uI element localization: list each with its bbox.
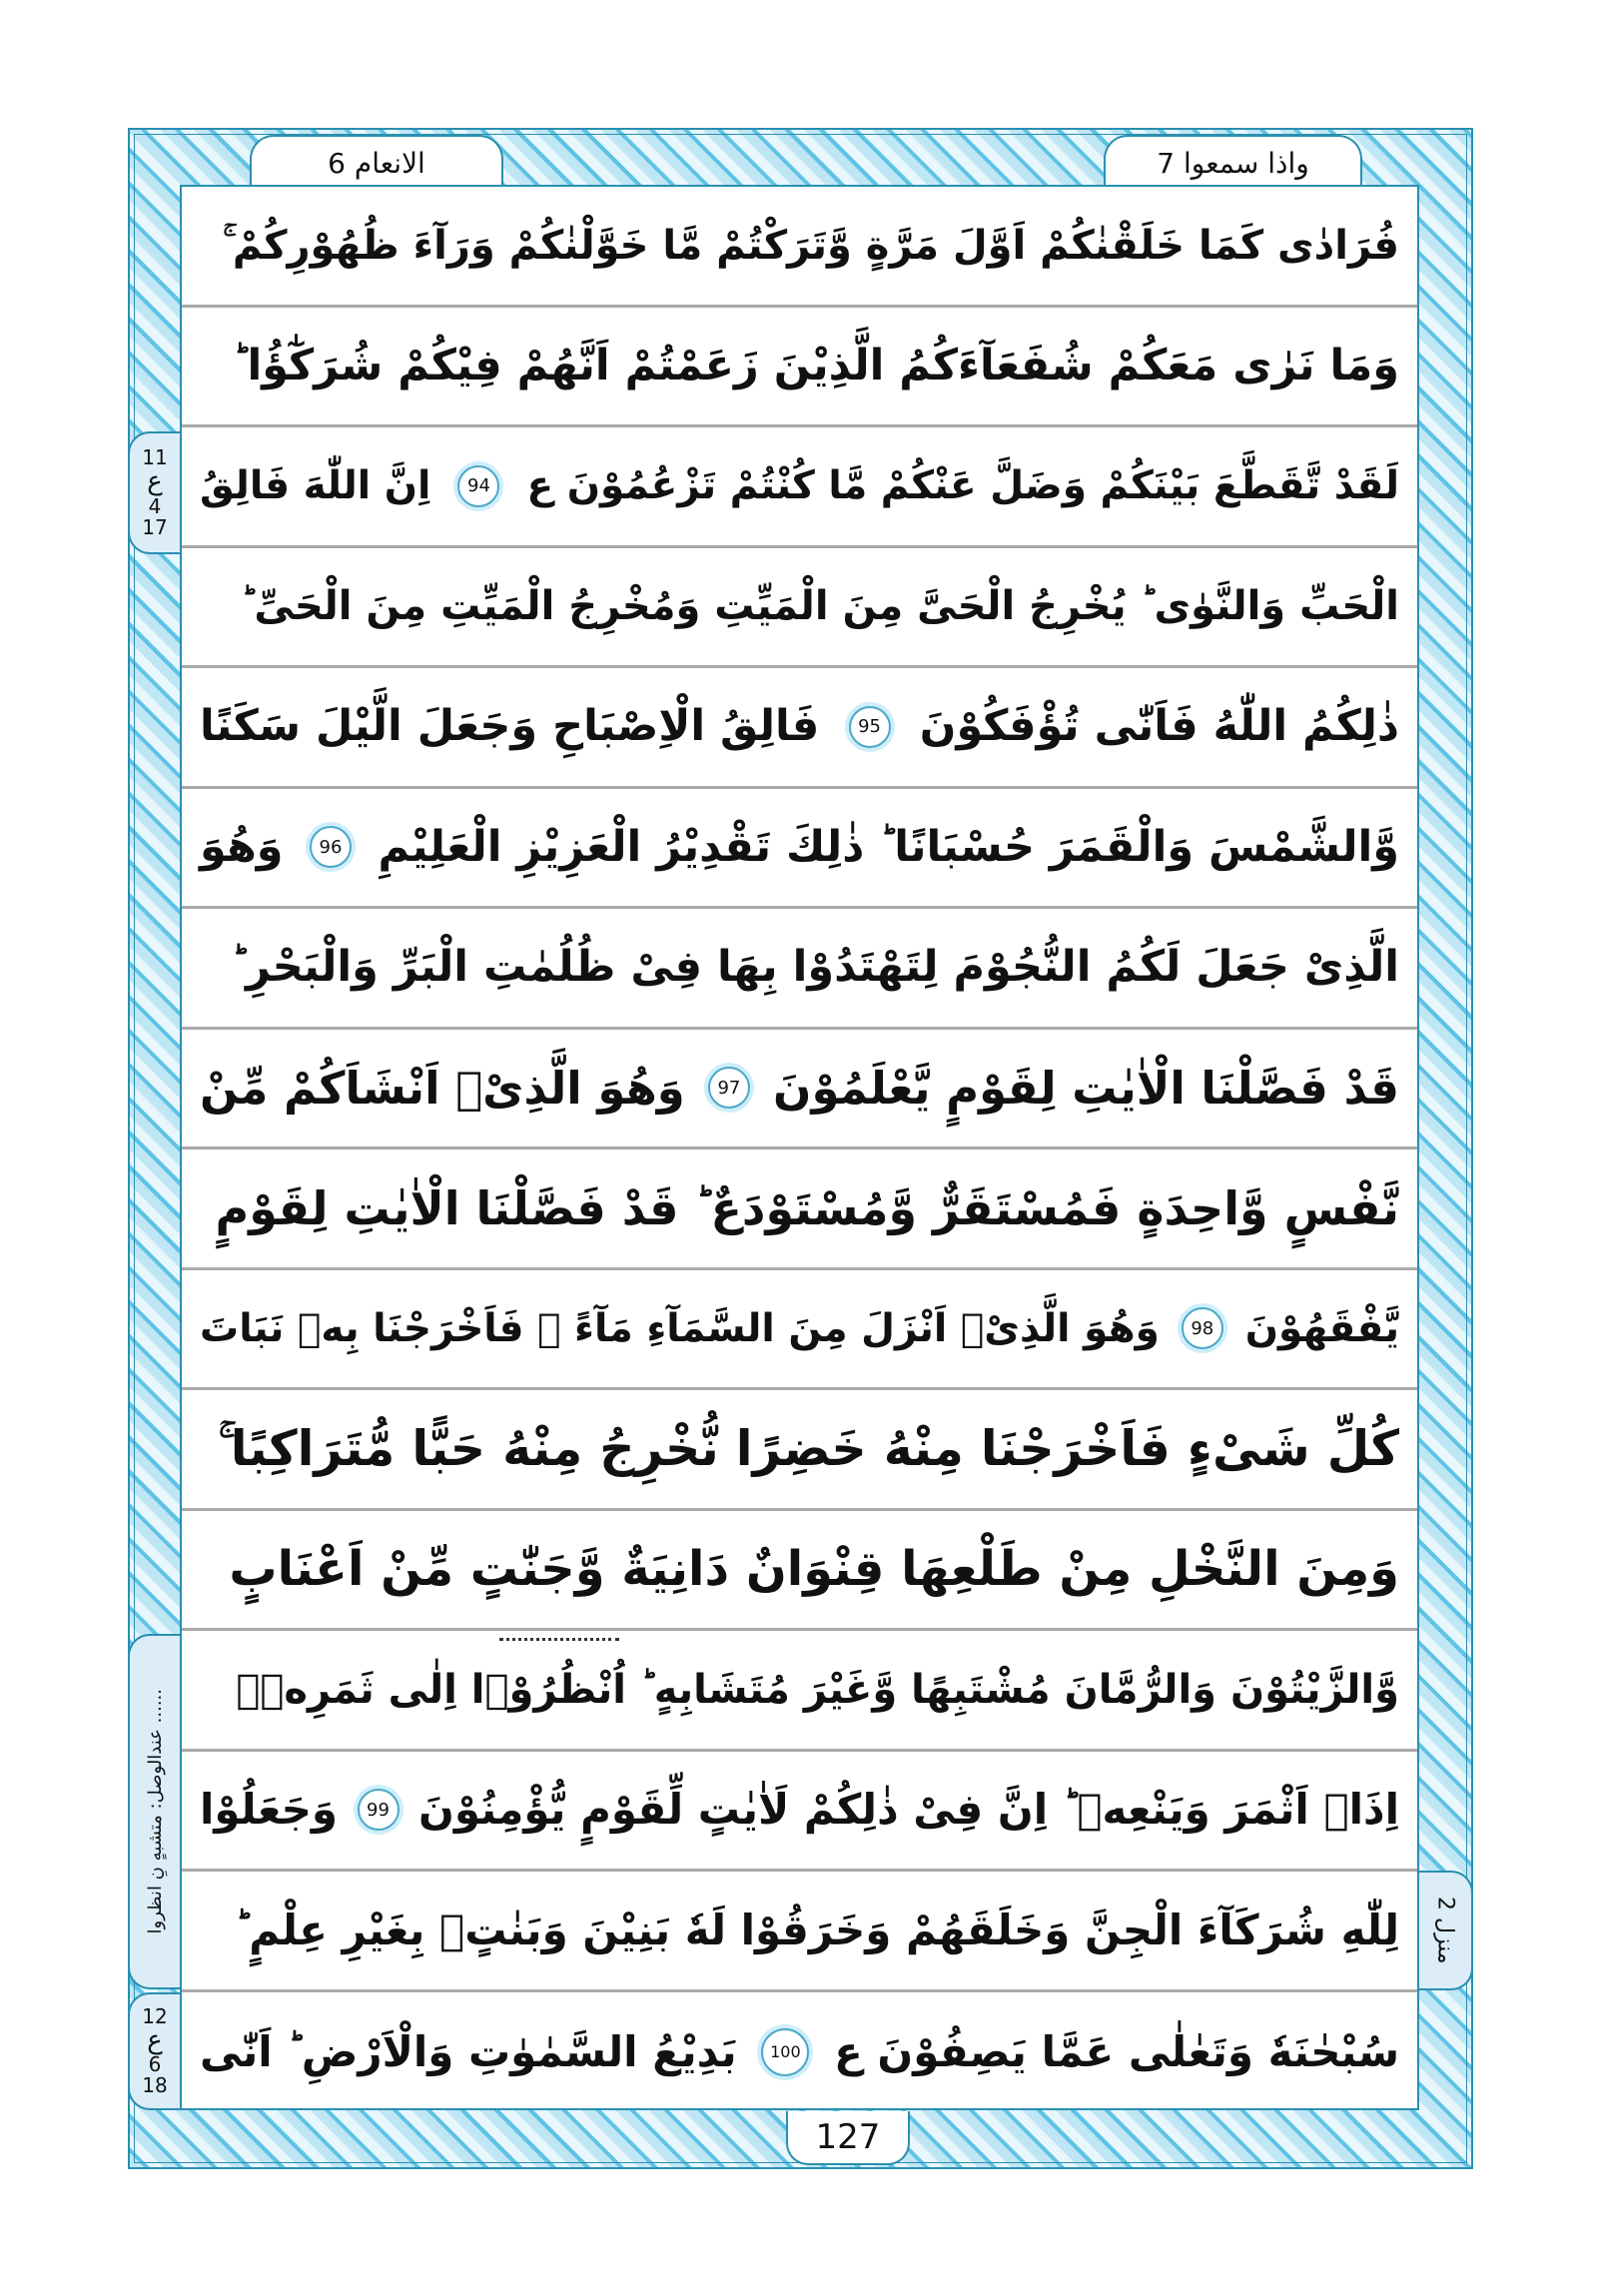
verse-text: وَهُوَ الَّذِیْۤ اَنْشَاَكُمْ مِّنْ	[200, 1061, 685, 1115]
verse-text: لَقَدْ تَّقَطَّعَ بَیْنَكُمْ وَضَلَّ عَنْكُمْ مَّا كُنْتُمْ تَزْعُمُوْنَ ع	[526, 463, 1399, 509]
ayah-number-marker: 97	[708, 1067, 750, 1109]
page-number: 127	[786, 2111, 910, 2165]
ruku-marker-top	[128, 431, 180, 554]
verse-text: ذٰلِكُمُ اللّٰهُ فَاَنّٰی تُؤْفَكُوْنَ	[919, 701, 1399, 752]
ayah-number-marker: 95	[849, 706, 891, 748]
verse-text: الَّذِیْ جَعَلَ لَكُمُ النُّجُوْمَ لِتَهْتَدُوْا بِهَا فِیْ ظُلُمٰتِ الْبَرِّ وَالْبَحْرِ ؕ	[230, 942, 1399, 993]
text-line	[182, 909, 1417, 1030]
ruku-count-a: 11	[142, 445, 168, 470]
verse-text: وَّالشَّمْسَ وَالْقَمَرَ حُسْبَانًا ؕ ذٰلِكَ تَقْدِیْرُ الْعَزِیْزِ الْعَلِیْمِ	[378, 821, 1399, 872]
ruku-sign-icon: ع	[147, 2024, 163, 2055]
verse-text: وَجَعَلُوْا	[200, 1785, 338, 1835]
surah-name-header: الانعام 6	[250, 135, 503, 189]
text-panel	[180, 185, 1419, 2110]
text-line	[182, 1390, 1417, 1511]
text-line	[182, 1992, 1417, 2113]
ayah-number-marker: 100	[761, 2028, 809, 2076]
ruku-marker-bottom	[128, 1992, 180, 2110]
verse-text: وَّالزَّیْتُوْنَ وَالرُّمَّانَ مُشْتَبِهًا وَّغَیْرَ مُتَشَابِهٍ ؕ اُنْظُرُوْۤا اِلٰی ثَمَرِهٖۤ	[236, 1666, 1399, 1713]
verse-text: فُرَادٰی كَمَا خَلَقْنٰكُمْ اَوَّلَ مَرَّةٍ وَّتَرَكْتُمْ مَّا خَوَّلْنٰكُمْ وَرَآءَ ظُهُوْرِكُمْ ۚ	[222, 222, 1399, 269]
waqf-note-text: عندالوصل: متشبهٍ نِ انظروا ......	[144, 1689, 166, 1934]
ayah-number-marker: 98	[1182, 1307, 1223, 1349]
verse-text: وَمَا نَرٰی مَعَكُمْ شُفَعَآءَكُمُ الَّذِیْنَ زَعَمْتُمْ اَنَّهُمْ فِیْكُمْ شُرَكٰٓؤُا ؕ	[232, 340, 1399, 390]
manzil-text: منزل 2	[1432, 1897, 1458, 1964]
verse-text: اِنَّ اللّٰهَ فَالِقُ	[200, 463, 431, 509]
waqf-dotted-mark	[499, 1638, 619, 1641]
verse-text: یَّفْقَهُوْنَ	[1244, 1305, 1399, 1351]
verse-text: وَهُوَ	[200, 821, 284, 872]
text-line	[182, 1752, 1417, 1873]
ruku-count-a: 12	[142, 2003, 168, 2028]
verse-text: الْحَبِّ وَالنَّوٰی ؕ یُخْرِجُ الْحَیَّ مِنَ الْمَیِّتِ وَمُخْرِجُ الْمَیِّتِ مِنَ الْحَیِّ ؕ	[240, 583, 1399, 630]
ruku-count-c: 17	[142, 514, 168, 539]
ruku-count-b: 4	[148, 493, 162, 518]
verse-text: لِلّٰهِ شُرَكَآءَ الْجِنَّ وَخَلَقَهُمْ وَخَرَقُوْا لَهٗ بَنِیْنَ وَبَنٰتٍۭ بِغَیْرِ عِلْمٍ ؕ	[234, 1905, 1399, 1954]
text-line	[182, 548, 1417, 669]
juz-name-header: واذا سمعوا 7	[1104, 135, 1362, 189]
text-line	[182, 1631, 1417, 1752]
text-line	[182, 427, 1417, 548]
verse-text: وَمِنَ النَّخْلِ مِنْ طَلْعِهَا قِنْوَانٌ دَانِیَةٌ وَّجَنّٰتٍ مِّنْ اَعْنَابٍ	[229, 1541, 1399, 1598]
manzil-marker	[1419, 1871, 1473, 1990]
text-line	[182, 308, 1417, 428]
verse-text: بَدِیْعُ السَّمٰوٰتِ وَالْاَرْضِ ؕ اَنّٰی	[200, 2026, 737, 2076]
text-line	[182, 1872, 1417, 1992]
text-line	[182, 1149, 1417, 1270]
text-line	[182, 1511, 1417, 1632]
ayah-number-marker: 96	[310, 826, 352, 868]
text-line	[182, 789, 1417, 910]
ayah-number-marker: 94	[457, 465, 499, 507]
verse-text: كُلِّ شَیْءٍ فَاَخْرَجْنَا مِنْهُ خَضِرًا نُّخْرِجُ مِنْهُ حَبًّا مُّتَرَاكِبًا ۚ	[218, 1420, 1399, 1478]
ruku-count-b: 6	[148, 2052, 162, 2077]
verse-text: نَّفْسٍ وَّاحِدَةٍ فَمُسْتَقَرٌّ وَّمُسْتَوْدَعٌ ؕ قَدْ فَصَّلْنَا الْاٰیٰتِ لِقَوْمٍ	[215, 1180, 1399, 1235]
text-line	[182, 668, 1417, 789]
text-line	[182, 187, 1417, 308]
waqf-note	[128, 1634, 180, 1989]
verse-text: قَدْ فَصَّلْنَا الْاٰیٰتِ لِقَوْمٍ یَّعْلَمُوْنَ	[773, 1061, 1399, 1115]
verse-text: اِذَاۤ اَثْمَرَ وَیَنْعِهٖ ؕ اِنَّ فِیْ ذٰلِكُمْ لَاٰیٰتٍ لِّقَوْمٍ یُّؤْمِنُوْنَ	[418, 1785, 1399, 1835]
ayah-number-marker: 99	[358, 1789, 400, 1831]
ruku-sign-icon: ع	[147, 466, 163, 497]
text-line	[182, 1030, 1417, 1150]
verse-text: سُبْحٰنَهٗ وَتَعٰلٰی عَمَّا یَصِفُوْنَ ع	[834, 2026, 1399, 2076]
ruku-count-c: 18	[142, 2073, 168, 2098]
verse-text: فَالِقُ الْاِصْبَاحِ وَجَعَلَ الَّیْلَ سَكَنًا	[200, 701, 820, 752]
verse-text: وَهُوَ الَّذِیْۤ اَنْزَلَ مِنَ السَّمَآءِ مَآءً ۚ فَاَخْرَجْنَا بِهٖ نَبَاتَ	[200, 1305, 1160, 1351]
text-line	[182, 1270, 1417, 1391]
